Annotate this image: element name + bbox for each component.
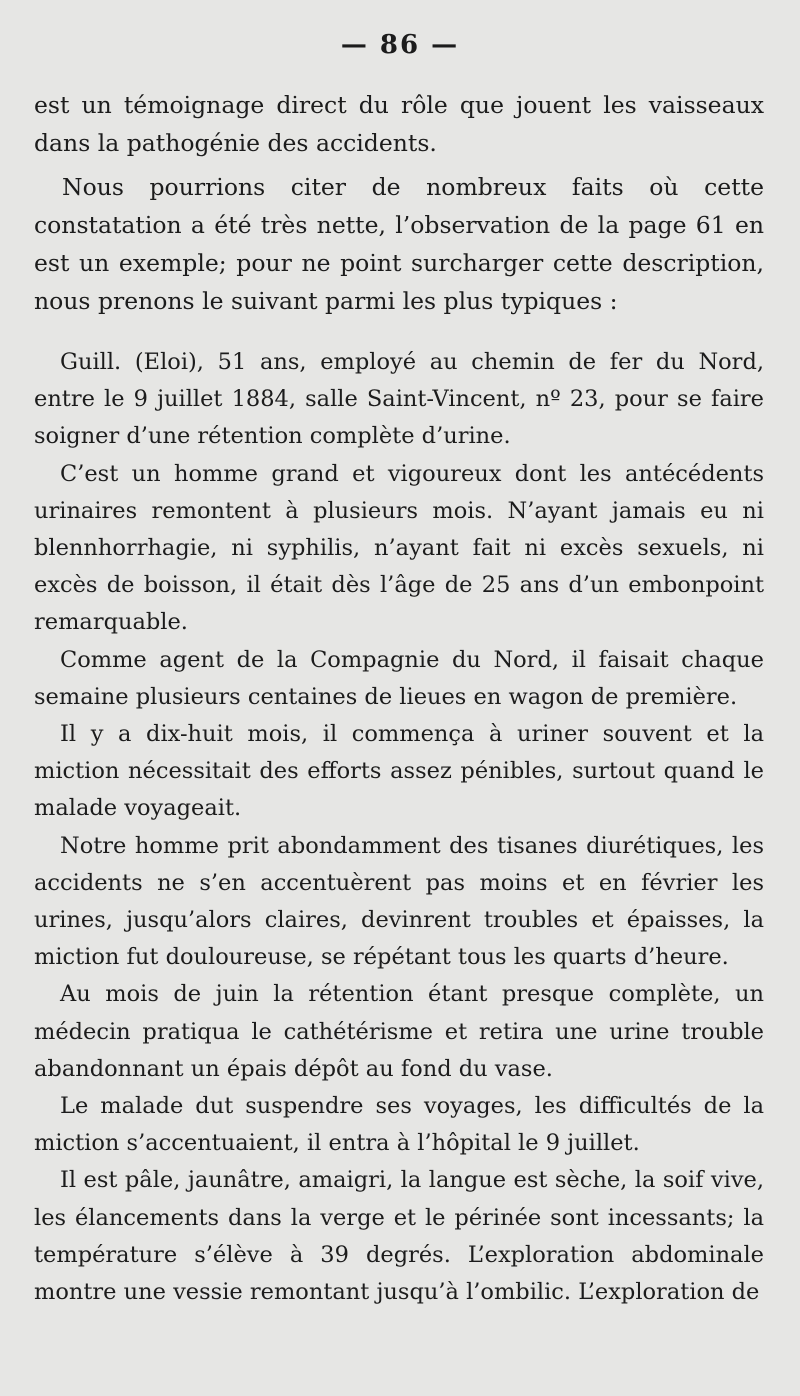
text-column [34, 86, 764, 1311]
case-observation [34, 344, 764, 1311]
intro-paragraph-1: est un témoignage direct du rôle que jouent les vaisseaux dans la pathogénie des accidents. [34, 91, 764, 157]
case-paragraph-2: C’est un homme grand et vigoureux dont les antécédents urinaires remontent à plusieurs mois. N’ayant jamais eu ni blennhorrhagie, ni syphilis, n’ayant fait ni excès sexuels, ni excès de boisson, il était dès l’âge de 25 ans d’un embonpoint remarquable. [34, 460, 764, 636]
case-paragraph-5: Notre homme prit abondamment des tisanes diurétiques, les accidents ne s’en accentuèrent pas moins et en février les urines, jusqu’alors claires, devinrent troubles et épaisses, la miction fut douloureuse, se répétant tous les quarts d’heure. [34, 832, 764, 971]
intro-paragraph-2: Nous pourrions citer de nombreux faits où cette constatation a été très nette, l’observation de la page 61 en est un exemple; pour ne point surcharger cette description, nous prenons le suivant parmi les plus typiques : [34, 173, 764, 315]
page-number: — 86 — [340, 30, 460, 60]
case-paragraph-7: Le malade dut suspendre ses voyages, les difficultés de la miction s’accentuaient, il entra à l’hôpital le 9 juillet. [34, 1093, 764, 1157]
case-paragraph-8: Il est pâle, jaunâtre, amaigri, la langue est sèche, la soif vive, les élancements dans la verge et le périnée sont incessants; la température s’élève à 39 degrés. L’exploration abdominale montre une vessie remontant jusqu’à l’ombilic. L’exploration de [34, 1167, 764, 1306]
case-paragraph-6: Au mois de juin la rétention étant presque complète, un médecin pratiqua le cathétérisme et retira une urine trouble abandonnant un épais dépôt au fond du vase. [34, 981, 764, 1082]
case-paragraph-3: Comme agent de la Compagnie du Nord, il faisait chaque semaine plusieurs centaines de lieues en wagon de première. [34, 646, 764, 710]
case-paragraph-1: Guill. (Eloi), 51 ans, employé au chemin de fer du Nord, entre le 9 juillet 1884, salle Saint-Vincent, nº 23, pour se faire soigner d’une rétention complète d’urine. [34, 349, 764, 450]
case-paragraph-4: Il y a dix-huit mois, il commença à uriner souvent et la miction nécessitait des efforts assez pénibles, surtout quand le malade voyageait. [34, 721, 764, 822]
